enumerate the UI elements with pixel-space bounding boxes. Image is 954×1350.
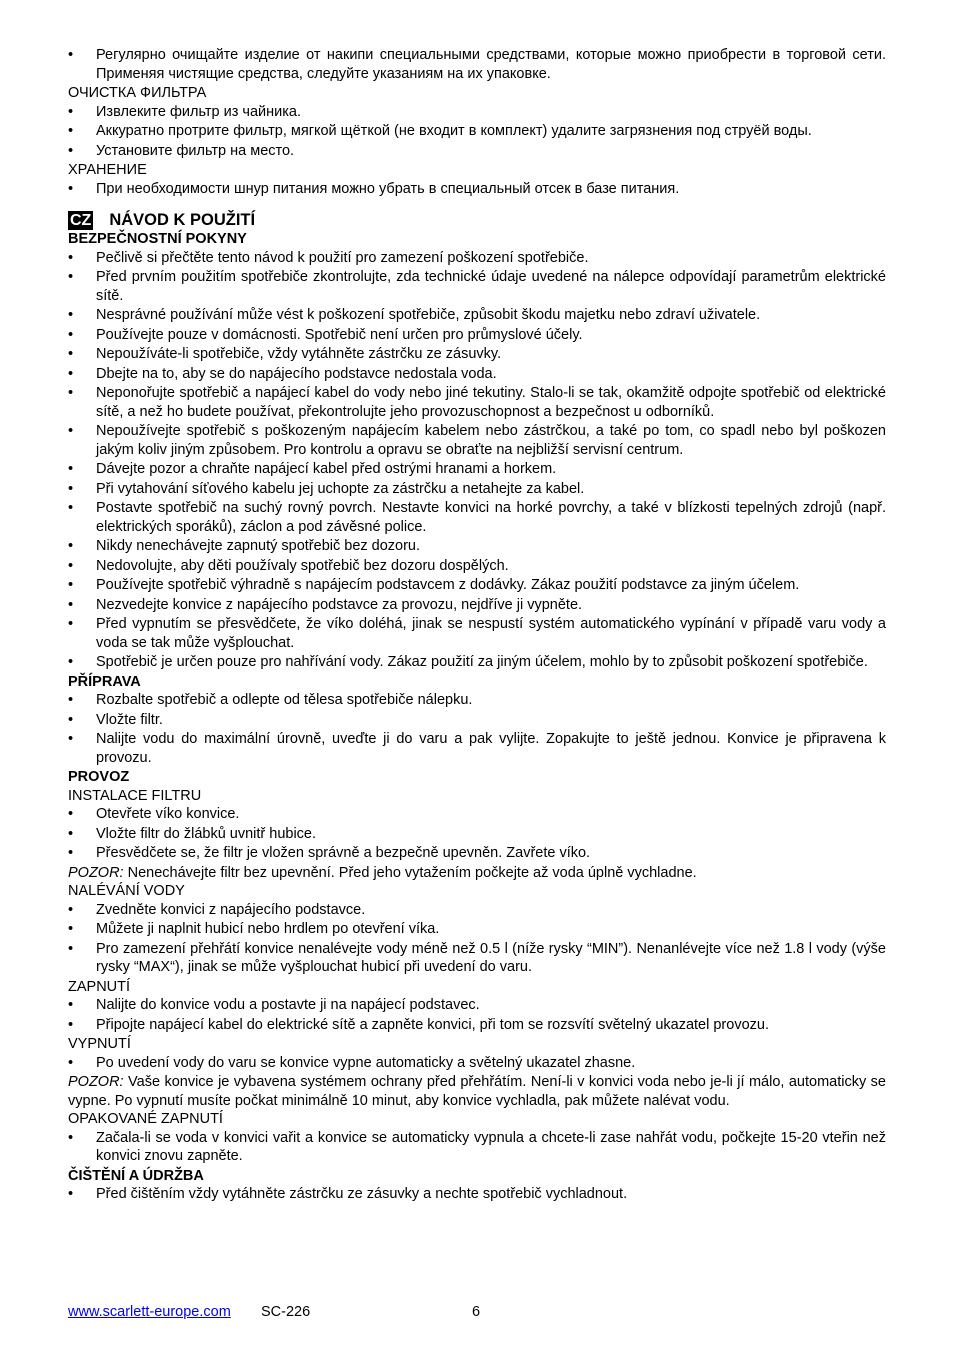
cz-title: NÁVOD K POUŽITÍ [109,211,256,229]
ru-storage-list [68,180,886,199]
cz-heading [68,210,886,230]
repeat-title: OPAKOVANÉ ZAPNUTÍ [68,1111,223,1127]
list-item: • Nepoužíváte-li spotřebiče, vždy vytáhněte zástrčku ze zásuvky. [68,345,886,364]
manual-page [68,46,886,1205]
off-list [68,1054,886,1073]
list-item: • Postavte spotřebič na suchý rovný povrch. Nestavte konvici na horké povrchy, a také v blízkosti tepelných zdrojů (např. elektrických sporáků), záclon a pod závěsné police. [68,499,886,536]
list-item: • Nezvedejte konvice z napájecího podstavce za provozu, nejdříve ji vypněte. [68,596,886,615]
prep-list [68,691,886,767]
list-item: • Začala-li se voda v konvici vařit a konvice se automaticky vypnula a chcete-li zase nahřát vodu, počkejte 15-20 vteřin než konvici znovu zapněte. [68,1129,886,1166]
list-item: • Před vypnutím se přesvědčete, že víko doléhá, jinak se nespustí systém automatického vypínání v případě varu vody a voda se tak může vyšplouchat. [68,615,886,652]
off-title: VYPNUTÍ [68,1036,131,1052]
on-list [68,996,886,1034]
prep-title: PŘÍPRAVA [68,673,141,690]
list-item: • Dbejte na to, aby se do napájecího podstavce nedostala voda. [68,365,886,384]
website-link[interactable]: www.scarlett-europe.com [68,1304,231,1320]
list-item: • Dávejte pozor a chraňte napájecí kabel před ostrými hranami a horkem. [68,460,886,479]
ru-storage-title: ХРАНЕНИЕ [68,162,147,178]
safety-list [68,249,886,672]
list-item: • Před čištěním vždy vytáhněte zástrčku ze zásuvky a nechte spotřebič vychladnout. [68,1185,886,1204]
list-item: • Rozbalte spotřebič a odlepte od tělesa spotřebiče nálepku. [68,691,886,710]
list-item: • Nikdy nenechávejte zapnutý spotřebič bez dozoru. [68,537,886,556]
clean-list [68,1185,886,1204]
filter-title: INSTALACE FILTRU [68,787,202,804]
filter-note-text: Nenechávejte filtr bez upevnění. Před jeho vytažením počkejte až voda úplně vychladne. [123,864,697,881]
repeat-list [68,1129,886,1166]
list-item: • Zvedněte konvici z napájecího podstavce. [68,901,886,920]
list-item: • Установите фильтр на место. [68,142,886,161]
off-note [68,1073,886,1110]
clean-title: ČIŠTĚNÍ A ÚDRŽBA [68,1167,204,1184]
model-number: SC-226 [261,1304,311,1320]
list-item: • Používejte pouze v domácnosti. Spotřebič není určen pro průmyslové účely. [68,326,886,345]
safety-title: BEZPEČNOSTNÍ POKYNY [68,231,247,247]
list-item: • Při vytahování síťového kabelu jej uchopte za zástrčku a netahejte za kabel. [68,480,886,499]
list-item: • Vložte filtr. [68,711,886,730]
filter-note-label: POZOR: [68,864,124,881]
pour-title: NALÉVÁNÍ VODY [68,883,185,899]
list-item: • Po uvedení vody do varu se konvice vypne automaticky a světelný ukazatel zhasne. [68,1054,886,1073]
filter-list [68,805,886,863]
list-item: • Spotřebič je určen pouze pro nahřívání vody. Zákaz použití za jiným účelem, mohlo by to způsobit poškození spotřebiče. [68,653,886,672]
ru-filter-list [68,103,886,161]
list-item: • При необходимости шнур питания можно убрать в специальный отсек в базе питания. [68,180,886,199]
operation-title: PROVOZ [68,769,130,785]
list-item: • Nesprávné používání může vést k poškození spotřebiče, způsobit škodu majetku nebo zdraví uživatele. [68,306,886,325]
list-item: • Извлеките фильтр из чайника. [68,103,886,122]
list-item: • Připojte napájecí kabel do elektrické sítě a zapněte konvici, při tom se rozsvítí světelný ukazatel provozu. [68,1016,886,1035]
list-item: • Pečlivě si přečtěte tento návod k použití pro zamezení poškození spotřebiče. [68,249,886,268]
list-item: • Nalijte vodu do maximální úrovně, uveďte ji do varu a pak vylijte. Zopakujte to ještě jednou. Konvice je připravena k provozu. [68,730,886,767]
page-number: 6 [472,1304,481,1320]
list-item: • Používejte spotřebič výhradně s napájecím podstavcem z dodávky. Zákaz použití podstavce za jiným účelem. [68,576,886,595]
ru-filter-title: ОЧИСТКА ФИЛЬТРА [68,85,207,101]
off-note-label: POZOR: [68,1074,124,1090]
list-item: • Nepoužívejte spotřebič s poškozeným napájecím kabelem nebo zástrčkou, a také po tom, co spadl nebo byl poškozen jakým koliv jiným způsobem. Pro kontrolu a opravu se obraťte na nejbližší servisní centrum. [68,422,886,459]
list-item: • Můžete ji naplnit hubicí nebo hrdlem po otevření víka. [68,920,886,939]
on-title: ZAPNUTÍ [68,978,131,995]
filter-note [68,864,886,883]
list-item: • Před prvním použitím spotřebiče zkontrolujte, zda technické údaje uvedené na nálepce odpovídají parametrům elektrické sítě. [68,268,886,305]
list-item: • Nalijte do konvice vodu a postavte ji na napájecí podstavec. [68,996,886,1015]
list-item: • Pro zamezení přehřátí konvice nenalévejte vody méně než 0.5 l (níže rysky “MIN”). Nenanlévejte více než 1.8 l vody (výše rysky “MAX“), jinak se může vyšplouchat hubicí při uvedení do varu. [68,940,886,977]
off-note-text: Vaše konvice je vybavena systémem ochrany před přehřátím. Není-li v konvici voda nebo je-li jí málo, automaticky se vypne. Po vypnutí musíte počkat minimálně 10 minut, aby konvice vychladla, pak můžete nalévat vodu. [68,1074,886,1109]
list-item: • Otevřete víko konvice. [68,805,886,824]
list-item: • Neponořujte spotřebič a napájecí kabel do vody nebo jiné tekutiny. Stalo-li se tak, okamžitě odpojte spotřebič od elektrické sítě, a než ho budete používat, překontrolujte jeho provozuschopnost a bezpečnost u odborníků. [68,384,886,421]
list-item: • Vložte filtr do žlábků uvnitř hubice. [68,825,886,844]
pour-list [68,901,886,977]
list-item: • Přesvědčete se, že filtr je vložen správně a bezpečně upevněn. Zavřete víko. [68,844,886,863]
list-item: • Аккуратно протрите фильтр, мягкой щёткой (не входит в комплект) удалите загрязнения под струёй воды. [68,122,886,141]
list-item: • Nedovolujte, aby děti používaly spotřebič bez dozoru dospělých. [68,557,886,576]
language-badge: CZ [70,211,92,229]
list-item: • Регулярно очищайте изделие от накипи специальными средствами, которые можно приобрести в торговой сети. Применяя чистящие средства, следуйте указаниям на их упаковке. [68,46,886,83]
page-footer [68,1304,886,1320]
ru-intro-list [68,46,886,83]
